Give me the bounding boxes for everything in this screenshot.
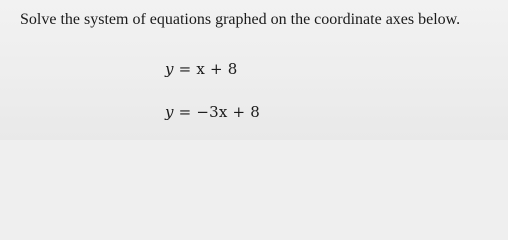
equation-1-rhs: x + 8 [196,60,238,78]
equation-2 [165,103,260,121]
equation-1-lhs: y [165,60,174,78]
equation-1-op: = [178,60,192,78]
equation-1 [165,60,238,78]
question-prompt: Solve the system of equations graphed on the coordinate axes below. [20,11,461,28]
equation-2-rhs: −3x + 8 [196,103,261,121]
equation-2-lhs: y [165,103,174,121]
equation-2-op: = [178,103,192,121]
